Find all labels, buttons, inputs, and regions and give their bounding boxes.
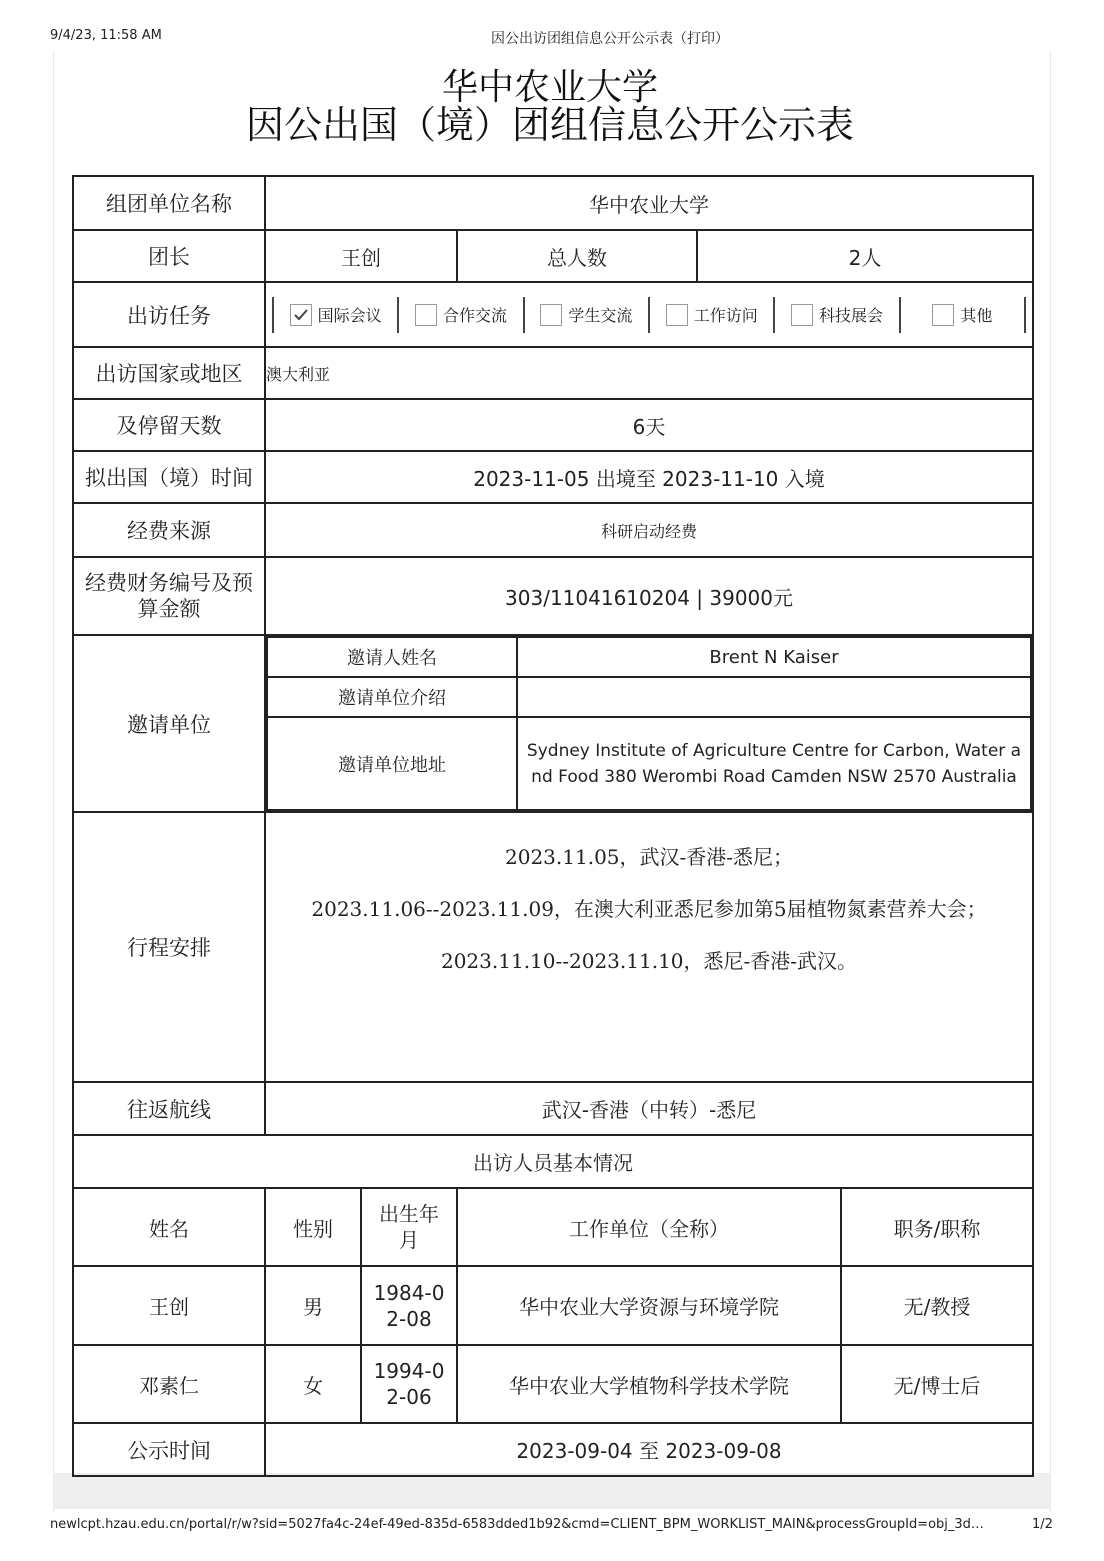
leader-label: 团长 bbox=[73, 230, 265, 282]
inviter-intro-value bbox=[517, 677, 1031, 717]
page-bottom-band bbox=[53, 1473, 1051, 1509]
route-value: 武汉-香港（中转）-悉尼 bbox=[265, 1082, 1033, 1135]
member-unit: 华中农业大学植物科学技术学院 bbox=[457, 1345, 841, 1423]
member-name: 王创 bbox=[73, 1266, 265, 1345]
print-page-number: 1/2 bbox=[1032, 1517, 1053, 1532]
task-option-label: 国际会议 bbox=[317, 306, 382, 325]
members-heading: 出访人员基本情况 bbox=[73, 1135, 1033, 1188]
members-header-gender: 性别 bbox=[265, 1188, 361, 1266]
country-label: 出访国家或地区 bbox=[73, 347, 265, 399]
publicity-value: 2023-09-04 至 2023-09-08 bbox=[265, 1423, 1033, 1476]
task-option-label: 合作交流 bbox=[443, 306, 508, 325]
member-gender: 女 bbox=[265, 1345, 361, 1423]
members-header-birth: 出生年月 bbox=[361, 1188, 457, 1266]
publicity-label: 公示时间 bbox=[73, 1423, 265, 1476]
task-option-international-conference[interactable] bbox=[272, 297, 399, 333]
country-value: 澳大利亚 bbox=[265, 347, 1033, 399]
inviter-table bbox=[266, 636, 1032, 811]
inviter-addr-label: 邀请单位地址 bbox=[267, 717, 517, 810]
print-datetime: 9/4/23, 11:58 AM bbox=[50, 28, 162, 43]
schedule-item: 2023.11.10--2023.11.10，悉尼-香港-武汉。 bbox=[440, 949, 858, 973]
task-option-cooperation[interactable] bbox=[399, 297, 524, 333]
task-checkbox[interactable] bbox=[540, 304, 562, 326]
task-checkbox[interactable] bbox=[666, 304, 688, 326]
fund-value: 科研启动经费 bbox=[265, 503, 1033, 557]
member-birth: 1994-02-06 bbox=[361, 1345, 457, 1423]
task-option-label: 其他 bbox=[960, 306, 993, 325]
fund-label: 经费来源 bbox=[73, 503, 265, 557]
inviter-details bbox=[265, 635, 1033, 812]
task-checkbox[interactable] bbox=[791, 304, 813, 326]
members-header-name: 姓名 bbox=[73, 1188, 265, 1266]
budget-label: 经费财务编号及预算金额 bbox=[73, 557, 265, 635]
task-option-other[interactable] bbox=[901, 297, 1026, 333]
members-header-title: 职务/职称 bbox=[841, 1188, 1033, 1266]
member-title: 无/教授 bbox=[841, 1266, 1033, 1345]
members-header-unit: 工作单位（全称） bbox=[457, 1188, 841, 1266]
schedule-item: 2023.11.05，武汉-香港-悉尼； bbox=[505, 845, 794, 869]
table-row bbox=[73, 1266, 1033, 1345]
member-unit: 华中农业大学资源与环境学院 bbox=[457, 1266, 841, 1345]
leader-value: 王创 bbox=[265, 230, 457, 282]
member-gender: 男 bbox=[265, 1266, 361, 1345]
task-option-work-visit[interactable] bbox=[650, 297, 775, 333]
info-table bbox=[72, 175, 1034, 1477]
title-form: 因公出国（境）团组信息公开公示表 bbox=[245, 103, 854, 147]
member-birth: 1984-02-08 bbox=[361, 1266, 457, 1345]
org-value: 华中农业大学 bbox=[265, 176, 1033, 230]
days-label: 及停留天数 bbox=[73, 399, 265, 451]
time-label: 拟出国（境）时间 bbox=[73, 451, 265, 503]
total-label: 总人数 bbox=[457, 230, 697, 282]
route-label: 往返航线 bbox=[73, 1082, 265, 1135]
schedule-item: 2023.11.06--2023.11.09，在澳大利亚悉尼参加第5届植物氮素营养大会； bbox=[311, 897, 987, 921]
schedule-label: 行程安排 bbox=[73, 812, 265, 1082]
inviter-label: 邀请单位 bbox=[73, 635, 265, 812]
task-checkbox[interactable] bbox=[932, 304, 954, 326]
print-url: newlcpt.hzau.edu.cn/portal/r/w?sid=5027fa4c-24ef-49ed-835d-6583dded1b92&cmd=CLIENT_BPM_WORKLIST_MAIN&processGroupId=obj_3d… bbox=[50, 1517, 984, 1532]
task-option-student-exchange[interactable] bbox=[525, 297, 650, 333]
task-option-label: 科技展会 bbox=[819, 306, 884, 325]
schedule-content bbox=[265, 812, 1033, 1082]
total-value: 2人 bbox=[697, 230, 1033, 282]
task-option-label: 工作访问 bbox=[693, 306, 758, 325]
table-row bbox=[73, 1345, 1033, 1423]
days-value: 6天 bbox=[265, 399, 1033, 451]
time-value: 2023-11-05 出境至 2023-11-10 入境 bbox=[265, 451, 1033, 503]
task-label: 出访任务 bbox=[73, 282, 265, 347]
inviter-intro-label: 邀请单位介绍 bbox=[267, 677, 517, 717]
task-option-label: 学生交流 bbox=[568, 306, 633, 325]
inviter-addr-value: Sydney Institute of Agriculture Centre for Carbon, Water and Food 380 Werombi Road Camden NSW 2570 Australia bbox=[517, 717, 1031, 810]
member-title: 无/博士后 bbox=[841, 1345, 1033, 1423]
task-checkbox-checked[interactable] bbox=[290, 304, 312, 326]
inviter-name-value: Brent N Kaiser bbox=[517, 637, 1031, 677]
budget-value: 303/11041610204 | 39000元 bbox=[265, 557, 1033, 635]
member-name: 邓素仁 bbox=[73, 1345, 265, 1423]
inviter-name-label: 邀请人姓名 bbox=[267, 637, 517, 677]
task-options bbox=[265, 282, 1033, 347]
task-option-tech-expo[interactable] bbox=[775, 297, 900, 333]
org-label: 组团单位名称 bbox=[73, 176, 265, 230]
task-checkbox[interactable] bbox=[415, 304, 437, 326]
print-doc-title: 因公出访团组信息公开公示表（打印） bbox=[491, 31, 729, 47]
title-university: 华中农业大学 bbox=[441, 67, 658, 108]
